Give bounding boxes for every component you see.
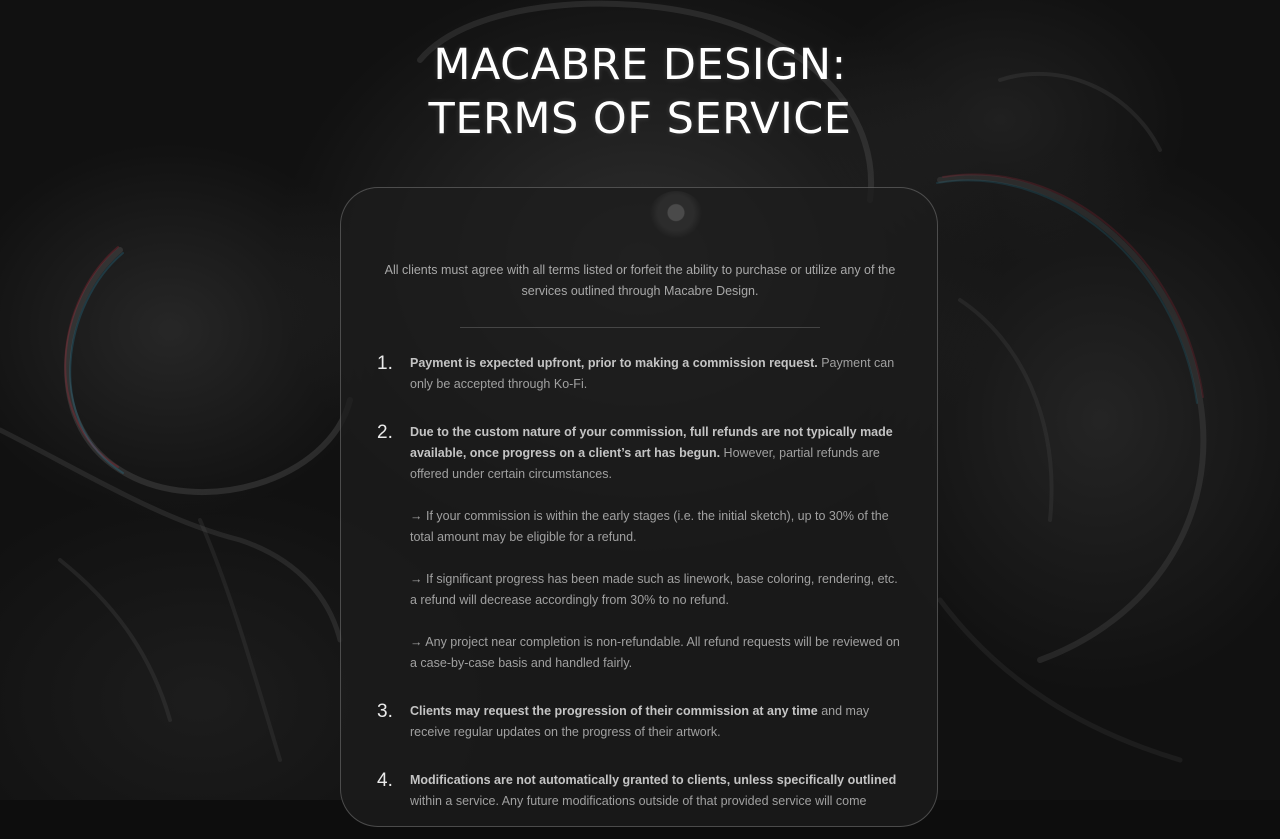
- term-body-text: and may receive regular updates on the progress of their artwork.: [410, 704, 870, 739]
- term-bold-text: Clients may request the progression of their commission at any time: [410, 704, 818, 718]
- term-text: [410, 701, 907, 743]
- term-subpoint: → If your commission is within the early stages (i.e. the initial sketch), up to 30% of the total amount may be eligible for a refund.: [410, 509, 889, 544]
- intro-text: All clients must agree with all terms listed or forfeit the ability to purchase or utilize any of the services outlined through Macabre Design.: [384, 263, 896, 298]
- term-bold-text: Payment is expected upfront, prior to making a commission request.: [410, 356, 818, 370]
- term-text: [410, 422, 907, 485]
- term-bold-text: Due to the custom nature of your commission, full refunds are not typically made available, once progress on a client’s art has begun.: [410, 425, 893, 460]
- term-subpoint: → Any project near completion is non-refundable. All refund requests will be reviewed on a case-by-case basis and handled fairly.: [410, 635, 900, 670]
- term-subpoint: → If significant progress has been made such as linework, base coloring, rendering, etc. a refund will decrease accordingly from 30% to no refund.: [410, 572, 898, 607]
- page-title-line-2: TERMS OF SERVICE: [428, 94, 852, 144]
- terms-list: [377, 353, 907, 839]
- term-text: [410, 353, 907, 395]
- term-body-text: However, partial refunds are offered under certain circumstances.: [410, 446, 880, 481]
- page-title-line-1: MACABRE DESIGN:: [433, 40, 847, 90]
- term-number: 4.: [377, 770, 393, 791]
- term-number: 2.: [377, 422, 393, 443]
- term-item-4: [377, 770, 907, 812]
- term-body-text: Payment can only be accepted through Ko-Fi.: [410, 356, 895, 391]
- eye-emblem-icon: [649, 191, 703, 239]
- term-item-3: [377, 701, 907, 743]
- page-title: [0, 38, 1280, 146]
- term-text: [410, 770, 907, 812]
- divider: [460, 327, 820, 328]
- term-number: 3.: [377, 701, 393, 722]
- terms-card: [340, 187, 938, 827]
- term-item-2: [377, 422, 907, 674]
- term-item-1: [377, 353, 907, 395]
- term-body-text: within a service. Any future modifications outside of that provided service will come: [410, 794, 867, 808]
- term-number: 1.: [377, 353, 393, 374]
- term-bold-text: Modifications are not automatically granted to clients, unless specifically outlined: [410, 773, 897, 787]
